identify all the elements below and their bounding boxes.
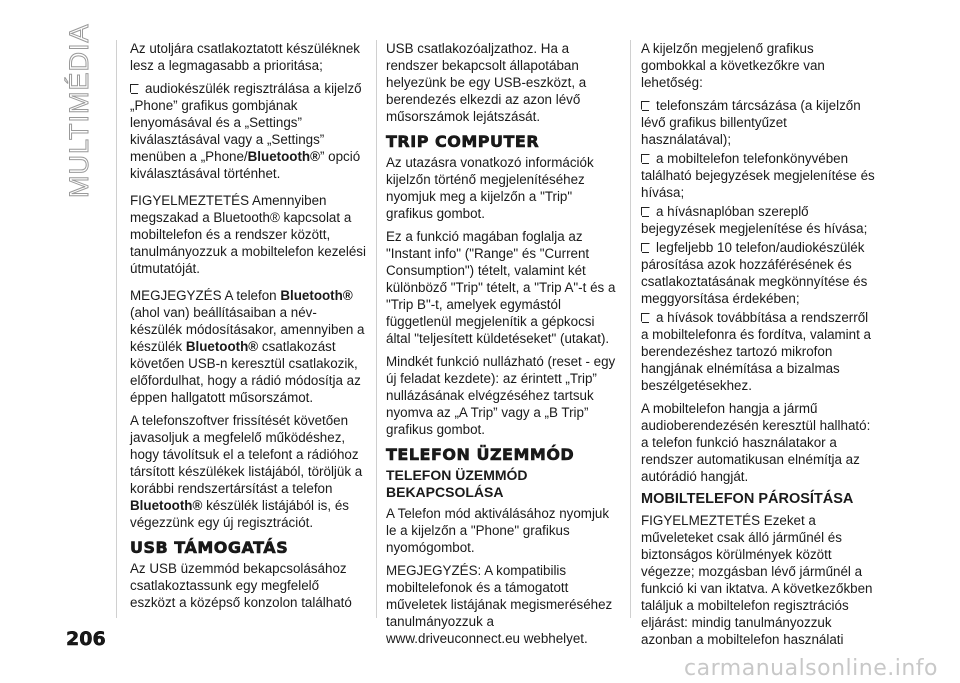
section-heading-trip-computer: TRIP COMPUTER (386, 132, 540, 151)
column-2 (386, 40, 622, 653)
warning-paragraph: FIGYELMEZTETÉS Ezeket a műveleteket csak álló járműnél és biztonságos körülmények között végezze; mozgásban lévő járműnél a funkció ki van iktatva. A következőkben találjuk a mobiltelefon regisztrációs eljárást: mindig tanulmányozzuk azonban a mobiltelefon használati (641, 513, 873, 647)
paragraph: Az utoljára csatlakoztatott készüléknek lesz a legmagasabb a prioritása; (130, 41, 360, 73)
paragraph: A kijelzőn megjelenő grafikus gombokkal a következőkre van lehetőség: (641, 41, 825, 90)
bullet-icon (130, 84, 139, 93)
paragraph: Mindkét funkció nullázható (reset - egy új feladat kezdete): az érintett „Trip” nullázásának elvégzéséhez tartsuk nyomva az „A Trip” vagy a „B Trip” grafikus gombot. (386, 354, 616, 437)
note-paragraph: MEGJEGYZÉS: A kompatibilis mobiltelefonok és a támogatott műveletek listájának megismeréséhez tanulmányozzuk a www.driveuconnect.eu webhelyet. (386, 563, 613, 646)
bullet-item: a hívásnaplóban szereplő bejegyzések megjelenítése és hívása; (641, 204, 868, 236)
paragraph: A Telefon mód aktiválásához nyomjuk le a kijelzőn a "Phone" grafikus nyomógombot. (386, 506, 610, 555)
bullet-icon (641, 313, 650, 322)
bullet-item: a hívások továbbítása a rendszerről a mobiltelefonra és fordítva, valamint a berendezéshez tartozó mikrofon hangjának elnémítása a bizalmas beszélgetésekhez. (641, 310, 871, 393)
section-label: MULTIMÉDIA (64, 23, 94, 198)
bullet-icon (641, 154, 650, 163)
column-1 (130, 40, 366, 617)
section-heading-usb: USB TÁMOGATÁS (130, 538, 289, 557)
bullet-icon (641, 101, 650, 110)
paragraph: USB csatlakozóaljzathoz. Ha a rendszer bekapcsolt állapotában helyezünk be egy USB-eszközt, a berendezés elkezdi az azon lévő műsorszámok lejátszását. (386, 41, 587, 124)
bullet-icon (641, 243, 650, 252)
subheading-phone-activation: TELEFON ÜZEMMÓD BEKAPCSOLÁSA (386, 467, 528, 500)
note-paragraph: MEGJEGYZÉS A telefon Bluetooth® (ahol van) beállításaiban a név-készülék módosításakor, amennyiben a készülék Bluetooth® csatlakozást követően USB-n keresztül csatlakozik, előfordulhat, hogy a rádió módosítja az éppen hallgatott műsorszámot. (130, 288, 365, 405)
side-divider (116, 40, 117, 618)
section-heading-phone-mode: TELEFON ÜZEMMÓD (386, 445, 575, 464)
warning-paragraph: FIGYELMEZTETÉS Amennyiben megszakad a Bluetooth® kapcsolat a mobiltelefon és a rendszer között, tanulmányozzuk a mobiltelefon kezelési útmutatóját. (130, 193, 366, 276)
paragraph: Ez a funkció magában foglalja az "Instant info" ("Range" és "Current Consumption") tételt, valamint két különböző "Trip" tételt, a "Trip A"-t és a "Trip B"-t, amelyek egymástól függetlenül megjelenítik a gépkocsi által "teljesített küldetéseket" (utakat). (386, 229, 616, 346)
column-3 (641, 40, 879, 654)
bullet-icon (641, 207, 650, 216)
paragraph: A mobiltelefon hangja a jármű audioberendezésén keresztül hallható: a telefon funkció használatakor a rendszer automatikusan elnémítja az autórádió hangját. (641, 401, 871, 484)
paragraph: Az USB üzemmód bekapcsolásához csatlakoztassunk egy megfelelő eszközt a középső konzolon található (130, 561, 352, 610)
column-divider (630, 40, 631, 618)
column-divider (376, 40, 377, 618)
bullet-item: telefonszám tárcsázása (a kijelzőn lévő grafikus billentyűzet használatával); (641, 98, 861, 147)
page-number: 206 (66, 628, 106, 650)
bullet-paragraph: audiokészülék regisztrálása a kijelző „Phone” grafikus gombjának lenyomásával és a „Settings” kiválasztásával vagy a „Settings” menüben a „Phone/Bluetooth®” opció kiválasztásával történhet. (130, 81, 362, 181)
bullet-item: a mobiltelefon telefonkönyvében található bejegyzések megjelenítése és hívása; (641, 151, 875, 200)
paragraph: Az utazásra vonatkozó információk kijelzőn történő megjelenítéséhez nyomjuk meg a kijelzőn a "Trip" grafikus gombot. (386, 155, 594, 221)
watermark: carmanualsonline.info (684, 656, 938, 681)
bullet-item: legfeljebb 10 telefon/audiokészülék párosítása azok hozzáférésének és csatlakoztatásának megkönnyítése és meggyorsítása érdekében; (641, 240, 868, 306)
paragraph: A telefonszoftver frissítését követően javasoljuk a megfelelő működéshez, hogy távolítsuk el a telefont a rádióhoz társított készülékek listájából, töröljük a korábbi rendszertársítást a telefon Bluetooth® készülék listájából is, és végezzünk egy új regisztrációt. (130, 413, 363, 530)
section-heading-phone-pairing: MOBILTELEFON PÁROSÍTÁSA (641, 491, 854, 507)
